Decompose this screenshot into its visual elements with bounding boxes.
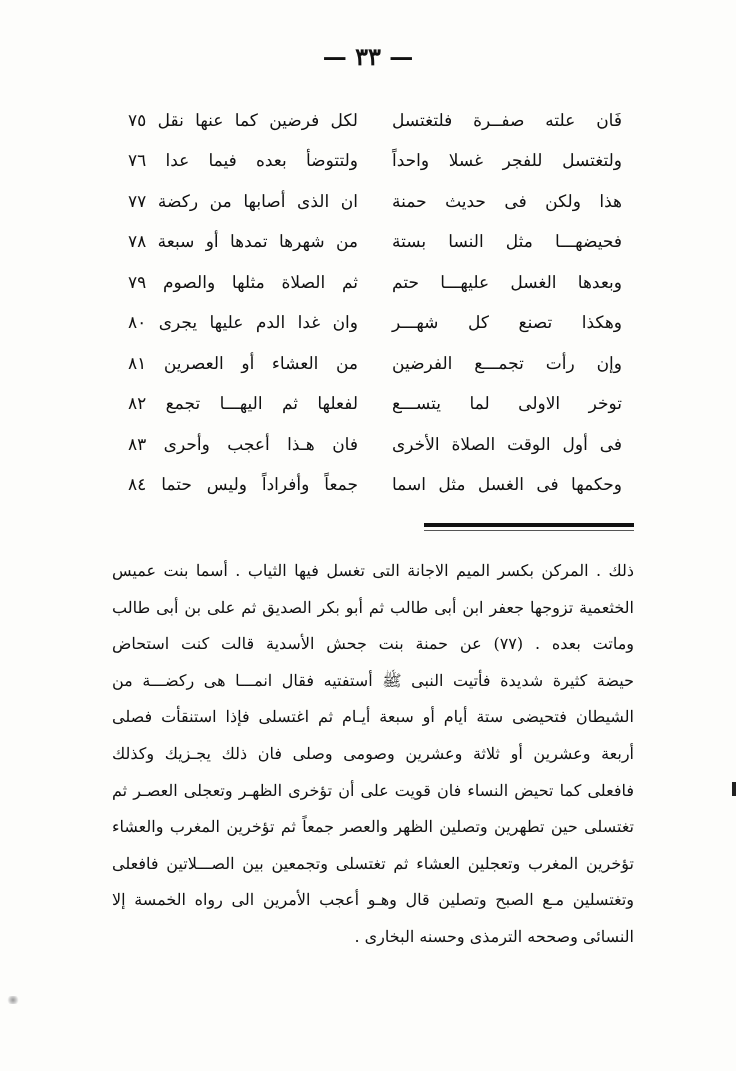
commentary-block: [112, 553, 634, 956]
page-number: — ٣٣ —: [322, 42, 414, 71]
footnote-separator: [424, 523, 634, 527]
verse-line: وحكمها فى الغسل مثل اسما: [392, 474, 622, 495]
verse-line: توخر الاولى لما يتســـع: [392, 394, 622, 415]
verse-line: ولتتوضأ بعده فيما عدا ٧٦: [128, 151, 358, 172]
scan-edge-mark: [732, 782, 736, 796]
commentary-line: فافعلى كما تحيض النساء فان قويت على أن تؤخرى الظهـر وتعجلى العصـر ثم: [112, 780, 634, 800]
verse-column-left: [128, 108, 358, 498]
verse-line: لكل فرضين كما عنها نقل ٧٥: [128, 111, 358, 131]
verse-line: وإن رأت تجمـــع الفرضين: [392, 353, 622, 374]
commentary-line: ذلك . المركن بكسر الميم الاجانة التى تغسل فيها الثياب . أسما بنت عميس: [112, 561, 634, 580]
verse-line: من شهرها تمدها أو سبعة ٧٨: [128, 232, 358, 253]
commentary-line: تغتسلى حين تطهرين وتصلين الظهر والعصر جمعاً ثم تؤخرين المغرب والعشاء: [112, 817, 634, 837]
verse-line: لفعلها ثم اليهـــا تجمع ٨٢: [128, 394, 358, 415]
verse-block: [128, 108, 622, 498]
footnote-separator-thin: [424, 530, 634, 531]
verse-line: ولتغتسل للفجر غسلا واحداً: [392, 151, 622, 172]
verse-line: جمعاً وأفراداً وليس حتما ٨٤: [128, 474, 358, 495]
commentary-line: النسائى وصححه الترمذى وحسنه البخارى .: [354, 926, 634, 946]
verse-line: فان هـذا أعجب وأحرى ٨٣: [128, 434, 358, 455]
scan-speck: [6, 996, 20, 1004]
verse-line: وهكذا تصنع كل شهـــر: [392, 313, 622, 334]
verse-line: فَان علته صفــرة فلتغتسل: [392, 111, 622, 131]
commentary-line: حيضة كثيرة شديدة فأتيت النبى ﷺ أستفتيه فقال انمـــا هى ركضـــة من: [112, 670, 634, 690]
commentary-line: وماتت بعده . (٧٧) عن حمنة بنت جحش الأسدية قالت كنت استحاض: [112, 634, 635, 654]
commentary-line: أربعة وعشرين أو ثلاثة وعشرين وصومى وصلى فان ذلك يجـزيك وكذلك: [112, 743, 634, 763]
verse-line: فحيضهـــا مثل النسا بستة: [392, 232, 622, 253]
commentary-line: الخثعمية تزوجها جعفر ابن أبى طالب ثم أبو بكر الصديق ثم على بن أبى طالب: [112, 597, 634, 617]
verse-line: ثم الصلاة مثلها والصوم ٧٩: [128, 272, 358, 293]
commentary-line: وتغتسلين مـع الصبح وتصلين قال وهـو أعجب الأمرين الى رواه الخمسة إلا: [112, 890, 634, 910]
verse-line: من العشاء أو العصرين ٨١: [128, 353, 358, 374]
verse-line: ان الذى أصابها من ركضة ٧٧: [128, 191, 358, 212]
commentary-line: الشيطان فتحيضى ستة أيام أو سبعة أيـام ثم اغتسلى فإذا استنقأت فصلى: [112, 707, 634, 727]
verse-line: فى أول الوقت الصلاة الأخرى: [392, 434, 622, 455]
verse-column-right: [392, 108, 622, 498]
verse-line: وان غدا الدم عليها يجرى ٨٠: [128, 313, 358, 334]
verse-line: وبعدها الغسل عليهـــا حتم: [392, 272, 622, 293]
commentary-line: تؤخرين المغرب وتعجلين العشاء ثم تغتسلى وتجمعين بين الصـــلاتين فافعلى: [112, 853, 634, 873]
verse-line: هذا ولكن فى حديث حمنة: [392, 191, 622, 212]
